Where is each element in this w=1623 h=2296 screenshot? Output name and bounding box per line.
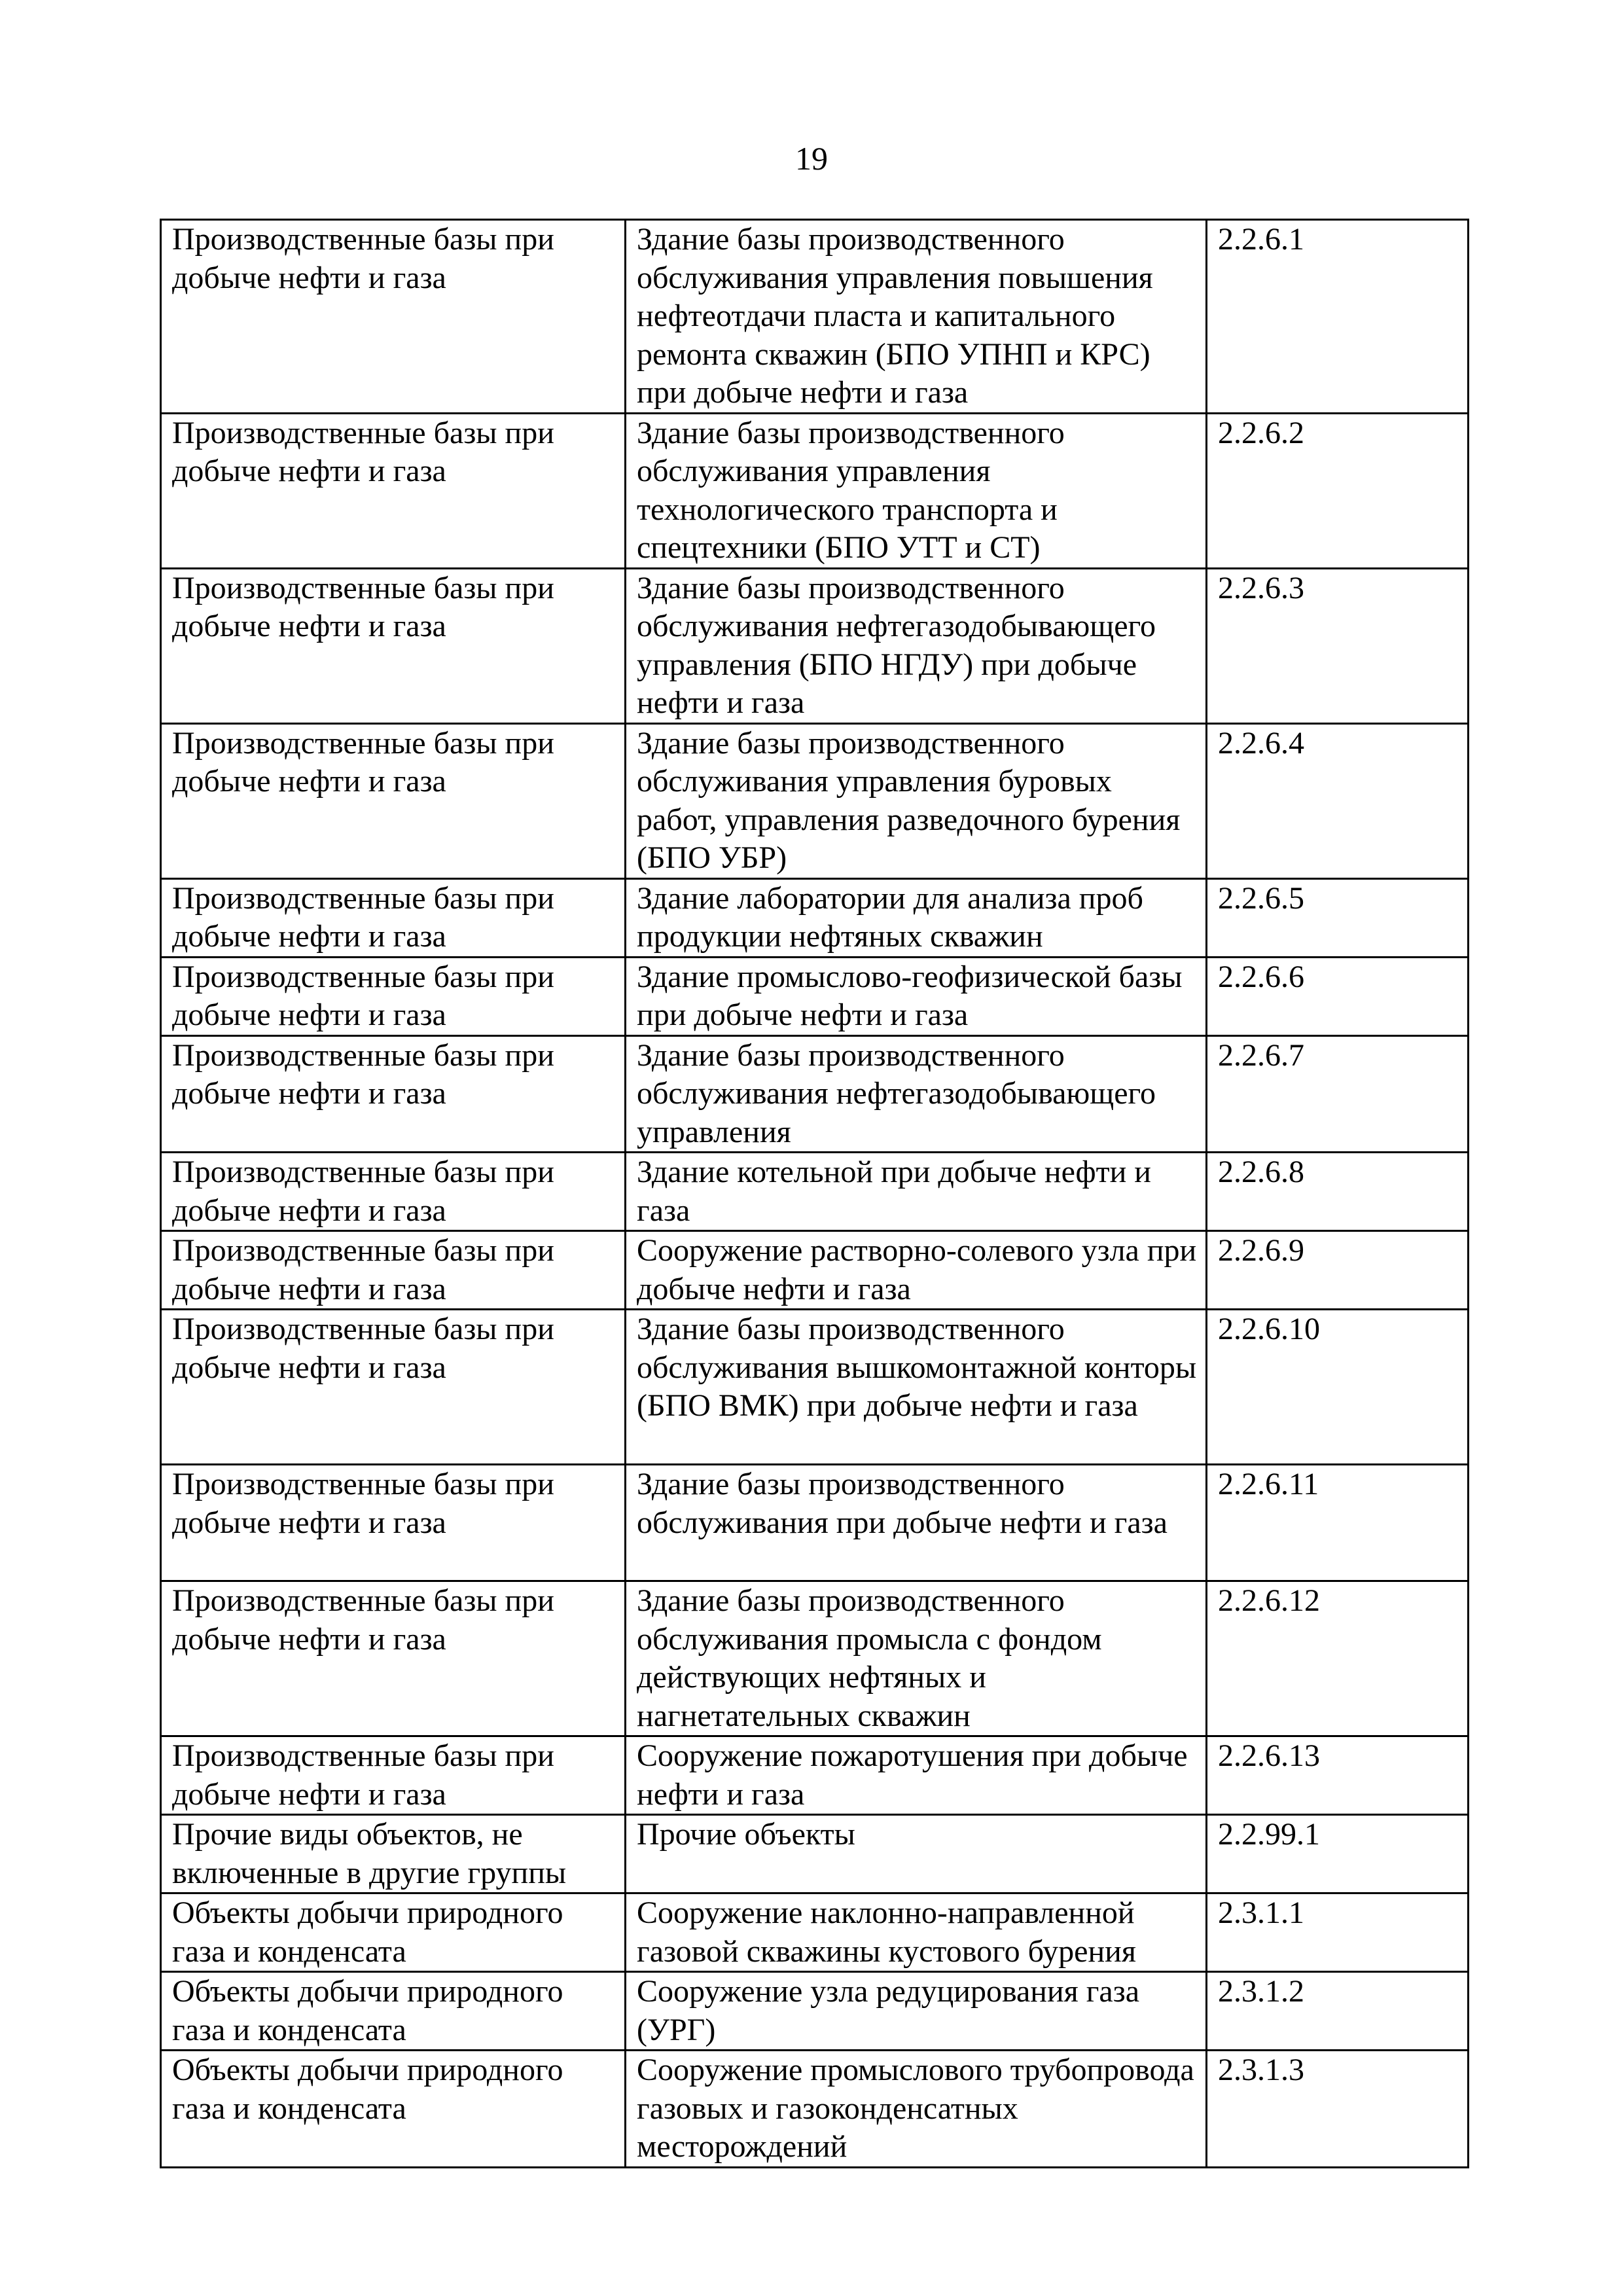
table-row bbox=[161, 1815, 1469, 1893]
table-row bbox=[161, 220, 1469, 414]
category-cell: Производственные базы при добыче нефти и газа bbox=[161, 957, 626, 1035]
table-row bbox=[161, 957, 1469, 1035]
description-cell: Здание базы производственного обслуживания при добыче нефти и газа bbox=[626, 1465, 1207, 1581]
page-number: 19 bbox=[795, 140, 828, 177]
table-row bbox=[161, 1465, 1469, 1581]
code-cell: 2.2.6.6 bbox=[1207, 957, 1469, 1035]
table-row bbox=[161, 1035, 1469, 1153]
code-cell: 2.2.6.2 bbox=[1207, 413, 1469, 568]
category-cell: Производственные базы при добыче нефти и газа bbox=[161, 568, 626, 723]
table-row bbox=[161, 1310, 1469, 1465]
code-cell: 2.2.6.5 bbox=[1207, 878, 1469, 957]
category-cell: Производственные базы при добыче нефти и газа bbox=[161, 1465, 626, 1581]
category-cell: Производственные базы при добыче нефти и газа bbox=[161, 1153, 626, 1231]
code-cell: 2.2.6.4 bbox=[1207, 723, 1469, 878]
description-cell: Здание котельной при добыче нефти и газа bbox=[626, 1153, 1207, 1231]
description-cell: Сооружение наклонно-направленной газовой скважины кустового бурения bbox=[626, 1893, 1207, 1972]
code-cell: 2.2.6.13 bbox=[1207, 1736, 1469, 1815]
description-cell: Сооружение пожаротушения при добыче нефти и газа bbox=[626, 1736, 1207, 1815]
description-cell: Здание базы производственного обслуживания промысла с фондом действующих нефтяных и нагнетательных скважин bbox=[626, 1581, 1207, 1736]
description-cell: Сооружение растворно-солевого узла при добыче нефти и газа bbox=[626, 1231, 1207, 1310]
description-cell: Сооружение промыслового трубопровода газовых и газоконденсатных месторождений bbox=[626, 2051, 1207, 2168]
category-cell: Производственные базы при добыче нефти и газа bbox=[161, 1035, 626, 1153]
table-row bbox=[161, 1581, 1469, 1736]
category-cell: Объекты добычи природного газа и конденсата bbox=[161, 2051, 626, 2168]
table-row bbox=[161, 2051, 1469, 2168]
code-cell: 2.3.1.2 bbox=[1207, 1972, 1469, 2051]
description-cell: Прочие объекты bbox=[626, 1815, 1207, 1893]
table-row bbox=[161, 723, 1469, 878]
category-cell: Производственные базы при добыче нефти и газа bbox=[161, 220, 626, 414]
category-cell: Объекты добычи природного газа и конденсата bbox=[161, 1972, 626, 2051]
table-row bbox=[161, 878, 1469, 957]
description-cell: Здание базы производственного обслуживания нефтегазодобывающего управления (БПО НГДУ) при добыче нефти и газа bbox=[626, 568, 1207, 723]
code-cell: 2.2.99.1 bbox=[1207, 1815, 1469, 1893]
code-cell: 2.2.6.7 bbox=[1207, 1035, 1469, 1153]
table-row bbox=[161, 1736, 1469, 1815]
code-cell: 2.2.6.11 bbox=[1207, 1465, 1469, 1581]
category-cell: Производственные базы при добыче нефти и газа bbox=[161, 1736, 626, 1815]
category-cell: Производственные базы при добыче нефти и газа bbox=[161, 413, 626, 568]
description-cell: Сооружение узла редуцирования газа (УРГ) bbox=[626, 1972, 1207, 2051]
table-row bbox=[161, 413, 1469, 568]
table-row bbox=[161, 1893, 1469, 1972]
code-cell: 2.2.6.10 bbox=[1207, 1310, 1469, 1465]
table-row bbox=[161, 1972, 1469, 2051]
category-cell: Прочие виды объектов, не включенные в другие группы bbox=[161, 1815, 626, 1893]
description-cell: Здание базы производственного обслуживания управления повышения нефтеотдачи пласта и капитального ремонта скважин (БПО УПНП и КРС) при добыче нефти и газа bbox=[626, 220, 1207, 414]
description-cell: Здание лаборатории для анализа проб продукции нефтяных скважин bbox=[626, 878, 1207, 957]
description-cell: Здание базы производственного обслуживания управления буровых работ, управления разведочного бурения (БПО УБР) bbox=[626, 723, 1207, 878]
code-cell: 2.2.6.8 bbox=[1207, 1153, 1469, 1231]
table-row bbox=[161, 568, 1469, 723]
code-cell: 2.2.6.9 bbox=[1207, 1231, 1469, 1310]
code-cell: 2.2.6.3 bbox=[1207, 568, 1469, 723]
category-cell: Производственные базы при добыче нефти и газа bbox=[161, 1310, 626, 1465]
code-cell: 2.3.1.1 bbox=[1207, 1893, 1469, 1972]
description-cell: Здание базы производственного обслуживания управления технологического транспорта и спецтехники (БПО УТТ и СТ) bbox=[626, 413, 1207, 568]
description-cell: Здание промыслово-геофизической базы при добыче нефти и газа bbox=[626, 957, 1207, 1035]
code-cell: 2.2.6.12 bbox=[1207, 1581, 1469, 1736]
classification-table bbox=[160, 219, 1469, 2168]
description-cell: Здание базы производственного обслуживания вышкомонтажной конторы (БПО ВМК) при добыче нефти и газа bbox=[626, 1310, 1207, 1465]
category-cell: Объекты добычи природного газа и конденсата bbox=[161, 1893, 626, 1972]
table-row bbox=[161, 1231, 1469, 1310]
description-cell: Здание базы производственного обслуживания нефтегазодобывающего управления bbox=[626, 1035, 1207, 1153]
table-row bbox=[161, 1153, 1469, 1231]
category-cell: Производственные базы при добыче нефти и газа bbox=[161, 1231, 626, 1310]
category-cell: Производственные базы при добыче нефти и газа bbox=[161, 723, 626, 878]
code-cell: 2.2.6.1 bbox=[1207, 220, 1469, 414]
category-cell: Производственные базы при добыче нефти и газа bbox=[161, 1581, 626, 1736]
category-cell: Производственные базы при добыче нефти и газа bbox=[161, 878, 626, 957]
code-cell: 2.3.1.3 bbox=[1207, 2051, 1469, 2168]
